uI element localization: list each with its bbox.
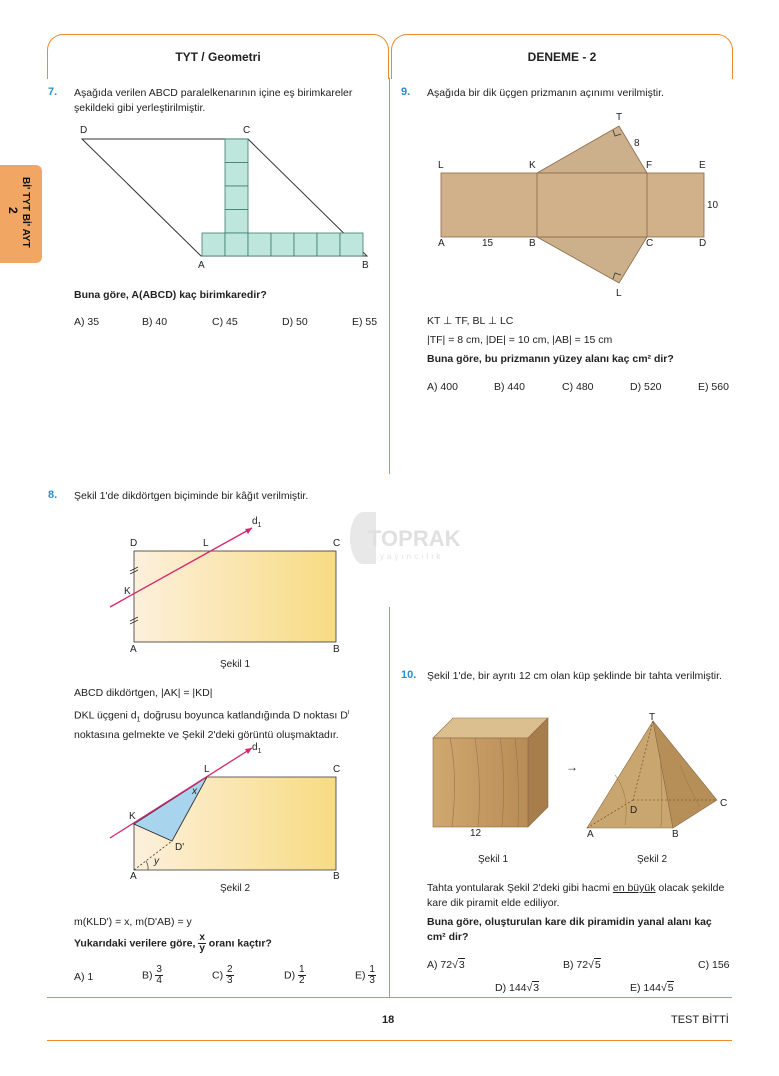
q7-number: 7. <box>48 86 58 98</box>
header-left <box>47 34 389 79</box>
q8-f1-label-D: D <box>130 538 138 549</box>
q8-f2-label-B: B <box>333 871 340 882</box>
q10-option-a[interactable]: A) 72√3 <box>427 959 465 971</box>
q10-option-c[interactable]: C) 156 <box>698 959 730 971</box>
q10-cube-figure <box>430 715 570 825</box>
q9-label-L: L <box>438 160 444 171</box>
q7-figure <box>80 130 380 260</box>
q8-f2-label-Dprime: D' <box>175 842 185 853</box>
q7-option-a[interactable]: A) 35 <box>74 316 100 328</box>
q8-condition: ABCD dikdörtgen, |AK| = |KD| <box>74 687 213 699</box>
q8-f1-label-L: L <box>203 538 209 549</box>
q9-option-e[interactable]: E) 560 <box>698 381 729 393</box>
q8-f2-label-C: C <box>333 764 341 775</box>
q8-f2-label-y: y <box>154 856 159 867</box>
lateral-faces <box>441 173 704 237</box>
q9-label-B: B <box>529 238 536 249</box>
side-tab-text: Bİ' TYT Bİ' AYT <box>20 177 31 248</box>
q8-option-d[interactable]: D) $\frac{1}{2}$ <box>284 964 305 986</box>
q8-f2-label-A: A <box>130 871 137 882</box>
cube-front <box>433 738 528 827</box>
q7-option-d[interactable]: D) 50 <box>282 316 308 328</box>
q9-label-L-bottom: L <box>616 288 622 299</box>
q8-question: Yukarıdaki verilere göre, $\frac{x}{y}$ oranı kaçtır? <box>74 932 272 954</box>
watermark-logo <box>350 512 470 572</box>
q10-number: 10. <box>401 669 417 681</box>
exam-title: DENEME - 2 <box>527 50 597 64</box>
q7-label-A: A <box>198 260 205 271</box>
q9-label-F: F <box>646 160 653 171</box>
q8-fig2-caption: Şekil 2 <box>220 883 251 894</box>
q8-text: Şekil 1'de dikdörtgen biçiminde bir kâğıt verilmiştir. <box>74 490 309 502</box>
q10-question: Buna göre, oluşturulan kare dik piramidin yanal alanı kaç cm² dir? <box>427 916 712 943</box>
q8-option-b[interactable]: B) $\frac{3}{4}$ <box>142 964 162 986</box>
q8-f1-label-d1: $d_1$ <box>252 516 262 529</box>
q9-given-1: KT ⊥ TF, BL ⊥ LC <box>427 315 514 327</box>
test-end-label: TEST BİTTİ <box>671 1014 729 1026</box>
q10-pyr-label-A: A <box>587 829 594 840</box>
q8-f2-label-L: L <box>204 764 210 775</box>
watermark-brand: TOPRAK <box>368 526 461 551</box>
q7-label-C: C <box>243 125 251 136</box>
column-divider-lower <box>389 607 390 997</box>
q7-text: Aşağıda verilen ABCD paralelkenarının içine eş birimkareler şekildeki gibi yerleştirilmiştir. <box>74 87 353 114</box>
q7-option-c[interactable]: C) 45 <box>212 316 238 328</box>
q9-number: 9. <box>401 86 411 98</box>
q10-pyramid-figure <box>585 715 728 840</box>
column-divider <box>389 78 390 474</box>
q7-label-D: D <box>80 125 88 136</box>
q9-label-8: 8 <box>634 138 640 149</box>
q8-fig1-caption: Şekil 1 <box>220 659 251 670</box>
q9-label-10: 10 <box>707 200 719 211</box>
q10-option-e[interactable]: E) 144√5 <box>630 982 674 994</box>
q8-f1-label-C: C <box>333 538 341 549</box>
q10-fig1-caption: Şekil 1 <box>478 854 509 865</box>
q7-option-b[interactable]: B) 40 <box>142 316 168 328</box>
q10-pyr-label-B: B <box>672 829 679 840</box>
q10-cube-edge-label: 12 <box>470 828 482 839</box>
q10-option-d[interactable]: D) 144√3 <box>495 982 540 994</box>
q8-figure-1 <box>100 520 360 650</box>
unit-squares <box>202 139 363 256</box>
q7-question: Buna göre, A(ABCD) kaç birimkaredir? <box>74 289 267 301</box>
q9-label-T: T <box>616 112 623 123</box>
q9-label-A: A <box>438 238 445 249</box>
q8-text-2: DKL üçgeni $d_1$ doğrusu boyunca katlandığında D noktası $D^ı$ noktasına gelmekte ve Şekil 2'deki görüntü oluşmaktadır. <box>74 709 350 741</box>
q8-given: m(KLD') = x, m(D'AB) = y <box>74 916 192 928</box>
q9-option-a[interactable]: A) 400 <box>427 381 458 393</box>
q8-f2-label-d1: $d_1$ <box>252 742 262 755</box>
q8-f1-label-K: K <box>124 586 131 597</box>
q10-option-b[interactable]: B) 72√5 <box>563 959 601 971</box>
footer-bottom-line <box>47 1040 732 1041</box>
side-tab <box>0 165 42 263</box>
q8-option-a[interactable]: A) 1 <box>74 971 94 983</box>
q9-text: Aşağıda bir dik üçgen prizmanın açınımı verilmiştir. <box>427 87 664 99</box>
side-tab-number: 2 <box>6 207 20 214</box>
q8-f2-label-K: K <box>129 811 136 822</box>
q9-label-C: C <box>646 238 654 249</box>
q9-option-c[interactable]: C) 480 <box>562 381 594 393</box>
header-right <box>391 34 733 79</box>
q8-f2-label-x: x <box>192 786 197 797</box>
q8-number: 8. <box>48 489 58 501</box>
q8-f1-label-B: B <box>333 644 340 655</box>
q10-pyr-label-T: T <box>649 712 656 723</box>
bottom-triangle <box>537 237 647 283</box>
q10-text: Şekil 1'de, bir ayrıtı 12 cm olan küp şeklinde bir tahta verilmiştir. <box>427 670 722 682</box>
q9-label-15: 15 <box>482 238 494 249</box>
q10-pyr-label-D: D <box>630 805 638 816</box>
q9-option-d[interactable]: D) 520 <box>630 381 662 393</box>
q9-given-2: |TF| = 8 cm, |DE| = 10 cm, |AB| = 15 cm <box>427 334 613 346</box>
q8-figure-2 <box>100 740 360 875</box>
q8-f1-label-A: A <box>130 644 137 655</box>
q8-option-c[interactable]: C) $\frac{2}{3}$ <box>212 964 233 986</box>
page-number: 18 <box>382 1014 395 1026</box>
q7-label-B: B <box>362 260 369 271</box>
q10-text-2: Tahta yontularak Şekil 2'deki gibi hacmi en büyük olacak şekilde kare dik piramit elde ediliyor. <box>427 882 725 909</box>
q9-option-b[interactable]: B) 440 <box>494 381 525 393</box>
q9-label-E: E <box>699 160 706 171</box>
footer-top-line <box>47 997 732 998</box>
subject-title: TYT / Geometri <box>175 50 261 64</box>
top-triangle <box>537 126 647 173</box>
watermark-sub: yayıncılık <box>380 552 444 561</box>
arrow-icon: → <box>566 760 578 774</box>
q10-pyr-label-C: C <box>720 798 728 809</box>
q8-option-e[interactable]: E) $\frac{1}{3}$ <box>355 964 375 986</box>
q7-option-e[interactable]: E) 55 <box>352 316 378 328</box>
q9-label-K: K <box>529 160 536 171</box>
q9-label-D: D <box>699 238 707 249</box>
q9-net-figure <box>430 110 730 310</box>
q9-question: Buna göre, bu prizmanın yüzey alanı kaç cm² dir? <box>427 353 674 365</box>
q10-fig2-caption: Şekil 2 <box>637 854 668 865</box>
paper-rectangle <box>134 551 336 642</box>
